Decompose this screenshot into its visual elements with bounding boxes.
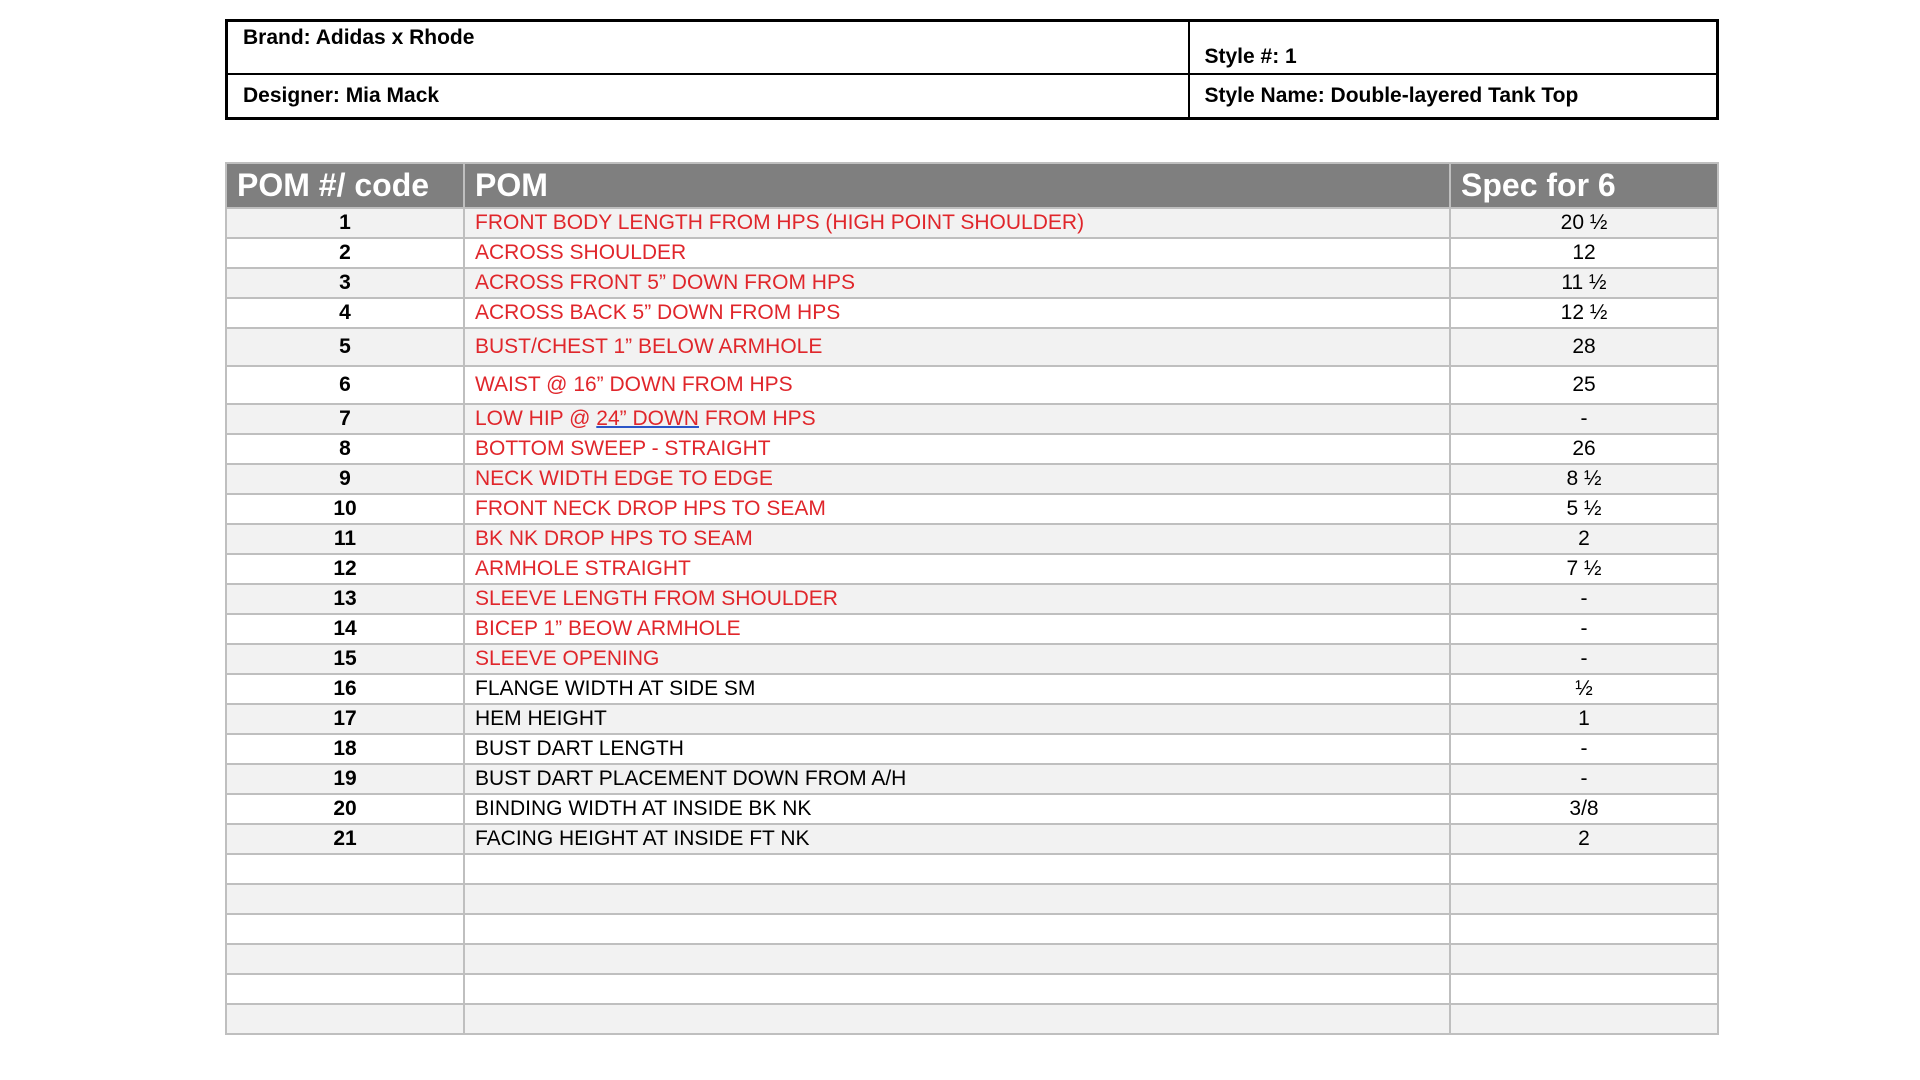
spec-value-cell: 5 ½ — [1450, 494, 1718, 524]
pom-description-cell — [464, 884, 1450, 914]
pom-description-cell — [464, 1004, 1450, 1034]
table-row — [226, 944, 1718, 974]
pom-description-cell — [464, 854, 1450, 884]
table-row — [226, 824, 1718, 854]
pom-description-cell: BICEP 1” BEOW ARMHOLE — [464, 614, 1450, 644]
table-row — [226, 524, 1718, 554]
table-row — [226, 674, 1718, 704]
table-row — [226, 974, 1718, 1004]
table-row — [226, 298, 1718, 328]
pom-description-cell: FRONT NECK DROP HPS TO SEAM — [464, 494, 1450, 524]
pom-code-cell: 17 — [226, 704, 464, 734]
designer-label: Designer: Mia Mack — [227, 74, 1189, 119]
spec-value-cell: 20 ½ — [1450, 208, 1718, 238]
pom-code-cell — [226, 944, 464, 974]
spec-value-cell: - — [1450, 764, 1718, 794]
table-row — [226, 328, 1718, 366]
table-row — [226, 434, 1718, 464]
pom-description-cell — [464, 944, 1450, 974]
table-row — [226, 794, 1718, 824]
pom-description-cell — [464, 974, 1450, 1004]
spec-value-cell: 7 ½ — [1450, 554, 1718, 584]
pom-description-cell: WAIST @ 16” DOWN FROM HPS — [464, 366, 1450, 404]
pom-code-cell: 7 — [226, 404, 464, 434]
pom-code-cell: 21 — [226, 824, 464, 854]
pom-description-cell: BUST DART LENGTH — [464, 734, 1450, 764]
pom-code-cell — [226, 974, 464, 1004]
pom-description-cell: NECK WIDTH EDGE TO EDGE — [464, 464, 1450, 494]
table-row — [226, 764, 1718, 794]
pom-code-cell: 2 — [226, 238, 464, 268]
pom-description-cell: ACROSS SHOULDER — [464, 238, 1450, 268]
pom-code-cell: 19 — [226, 764, 464, 794]
table-header-row — [226, 163, 1718, 208]
pom-code-cell: 11 — [226, 524, 464, 554]
pom-code-cell — [226, 914, 464, 944]
pom-code-cell — [226, 854, 464, 884]
spec-value-cell: 2 — [1450, 524, 1718, 554]
pom-code-cell: 4 — [226, 298, 464, 328]
pom-code-cell: 6 — [226, 366, 464, 404]
pom-code-cell: 5 — [226, 328, 464, 366]
pom-description-cell: ACROSS FRONT 5” DOWN FROM HPS — [464, 268, 1450, 298]
pom-description-cell: SLEEVE OPENING — [464, 644, 1450, 674]
pom-spec-table — [225, 162, 1719, 1035]
table-row — [226, 914, 1718, 944]
pom-description-cell: BINDING WIDTH AT INSIDE BK NK — [464, 794, 1450, 824]
table-row — [226, 268, 1718, 298]
table-row — [226, 1004, 1718, 1034]
spec-value-cell: 12 — [1450, 238, 1718, 268]
table-body — [226, 208, 1718, 1034]
table-row — [226, 734, 1718, 764]
table-row — [226, 554, 1718, 584]
pom-code-cell: 13 — [226, 584, 464, 614]
style-name-label: Style Name: Double-layered Tank Top — [1189, 74, 1718, 119]
table-row — [226, 238, 1718, 268]
pom-code-cell: 10 — [226, 494, 464, 524]
header-pom-code: POM #/ code — [226, 163, 464, 208]
spec-value-cell: 26 — [1450, 434, 1718, 464]
spec-value-cell: 3/8 — [1450, 794, 1718, 824]
pom-code-cell: 15 — [226, 644, 464, 674]
pom-description-cell: FLANGE WIDTH AT SIDE SM — [464, 674, 1450, 704]
style-number-label: Style #: 1 — [1189, 21, 1718, 75]
table-row — [226, 494, 1718, 524]
spec-value-cell: - — [1450, 734, 1718, 764]
pom-description-cell: FACING HEIGHT AT INSIDE FT NK — [464, 824, 1450, 854]
pom-code-cell — [226, 884, 464, 914]
pom-description-cell: SLEEVE LENGTH FROM SHOULDER — [464, 584, 1450, 614]
spec-value-cell — [1450, 974, 1718, 1004]
pom-code-cell: 12 — [226, 554, 464, 584]
pom-description-cell: BOTTOM SWEEP - STRAIGHT — [464, 434, 1450, 464]
table-row — [226, 366, 1718, 404]
spec-value-cell: 12 ½ — [1450, 298, 1718, 328]
pom-code-cell: 8 — [226, 434, 464, 464]
table-row — [226, 614, 1718, 644]
spec-value-cell: 8 ½ — [1450, 464, 1718, 494]
table-row — [226, 704, 1718, 734]
table-row — [226, 464, 1718, 494]
pom-text-suffix: FROM HPS — [698, 407, 816, 430]
pom-code-cell: 9 — [226, 464, 464, 494]
brand-label: Brand: Adidas x Rhode — [227, 21, 1189, 75]
pom-code-cell: 1 — [226, 208, 464, 238]
spec-value-cell — [1450, 1004, 1718, 1034]
header-pom: POM — [464, 163, 1450, 208]
pom-text-prefix: LOW HIP @ — [475, 407, 597, 430]
spec-value-cell: 2 — [1450, 824, 1718, 854]
pom-description-cell: ARMHOLE STRAIGHT — [464, 554, 1450, 584]
spec-value-cell — [1450, 854, 1718, 884]
pom-code-cell: 18 — [226, 734, 464, 764]
spec-value-cell: - — [1450, 584, 1718, 614]
spec-value-cell: - — [1450, 404, 1718, 434]
spec-value-cell: 1 — [1450, 704, 1718, 734]
pom-description-cell: FRONT BODY LENGTH FROM HPS (HIGH POINT SHOULDER) — [464, 208, 1450, 238]
pom-description-cell — [464, 404, 1450, 434]
pom-description-cell: BUST DART PLACEMENT DOWN FROM A/H — [464, 764, 1450, 794]
pom-description-cell — [464, 914, 1450, 944]
pom-description-cell: HEM HEIGHT — [464, 704, 1450, 734]
spec-value-cell: 11 ½ — [1450, 268, 1718, 298]
table-row — [226, 854, 1718, 884]
table-row — [226, 584, 1718, 614]
spec-value-cell — [1450, 944, 1718, 974]
table-row — [226, 404, 1718, 434]
pom-code-cell — [226, 1004, 464, 1034]
spec-value-cell: - — [1450, 614, 1718, 644]
pom-description-cell: BK NK DROP HPS TO SEAM — [464, 524, 1450, 554]
pom-description-cell: ACROSS BACK 5” DOWN FROM HPS — [464, 298, 1450, 328]
pom-code-cell: 16 — [226, 674, 464, 704]
table-row — [226, 644, 1718, 674]
pom-code-cell: 14 — [226, 614, 464, 644]
spec-value-cell: 28 — [1450, 328, 1718, 366]
style-info-box — [225, 19, 1719, 120]
spec-value-cell — [1450, 884, 1718, 914]
table-row — [226, 208, 1718, 238]
header-spec: Spec for 6 — [1450, 163, 1718, 208]
pom-code-cell: 3 — [226, 268, 464, 298]
spec-value-cell — [1450, 914, 1718, 944]
table-row — [226, 884, 1718, 914]
spec-value-cell: ½ — [1450, 674, 1718, 704]
spec-value-cell: - — [1450, 644, 1718, 674]
spec-value-cell: 25 — [1450, 366, 1718, 404]
pom-text-underlined: 24” DOWN — [596, 407, 699, 430]
pom-code-cell: 20 — [226, 794, 464, 824]
pom-description-cell: BUST/CHEST 1” BELOW ARMHOLE — [464, 328, 1450, 366]
